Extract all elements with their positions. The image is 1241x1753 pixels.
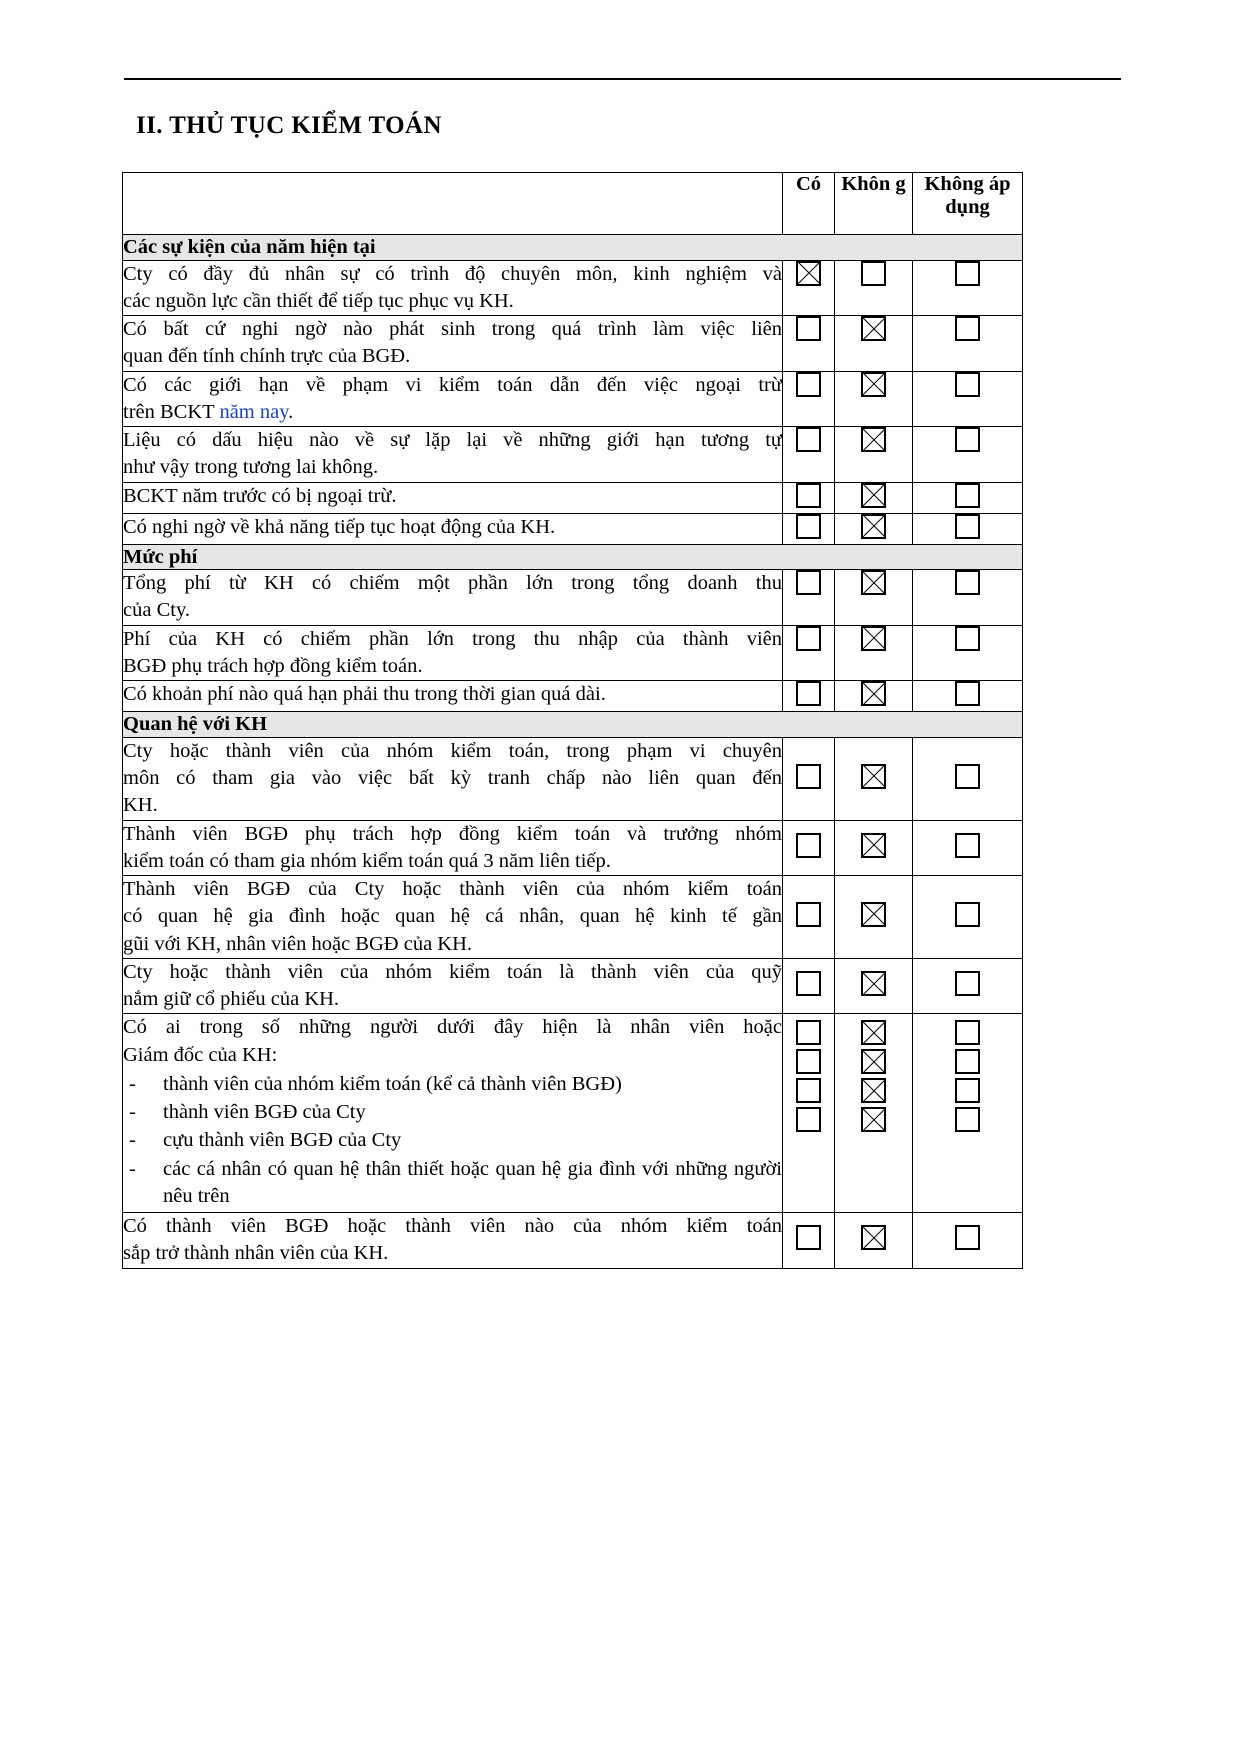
statement-line: Cty hoặc thành viên của nhóm kiểm toán, trong phạm vi chuyên: [123, 739, 782, 762]
statement-line: Có khoản phí nào quá hạn phải thu trong thời gian quá dài.: [123, 683, 606, 706]
checkbox-icon[interactable]: [796, 1078, 821, 1103]
checkbox-checked-icon[interactable]: [796, 261, 821, 286]
table-row: [123, 260, 1023, 316]
checkbox-cell-na[interactable]: [913, 681, 1023, 712]
statement-line: gũi với KH, nhân viên hoặc BGĐ của KH.: [123, 932, 473, 955]
checkbox-checked-icon[interactable]: [861, 1107, 886, 1132]
column-header-no: Khôn g: [835, 173, 913, 235]
checkbox-checked-icon[interactable]: [861, 681, 886, 706]
inline-link-nam-nay[interactable]: năm nay: [219, 400, 289, 423]
checkbox-checked-icon[interactable]: [861, 483, 886, 508]
statement-line: BCKT năm trước có bị ngoại trừ.: [123, 484, 397, 507]
checkbox-cell-na[interactable]: [913, 482, 1023, 513]
bullet-list: [123, 1071, 782, 1210]
checkbox-cell-na-group[interactable]: [913, 1014, 1023, 1213]
checkbox-cell-na[interactable]: [913, 876, 1023, 959]
table-row: [123, 427, 1023, 483]
checkbox-cell-na[interactable]: [913, 570, 1023, 626]
checkbox-icon[interactable]: [796, 372, 821, 397]
checkbox-icon[interactable]: [955, 570, 980, 595]
statement-line: Có các giới hạn về phạm vi kiểm toán dẫn đến việc ngoại trừ: [123, 373, 782, 396]
checkbox-icon[interactable]: [796, 570, 821, 595]
checkbox-cell-na[interactable]: [913, 260, 1023, 316]
statement-line-with-link: [123, 399, 782, 426]
table-row: [123, 513, 1023, 544]
checkbox-icon[interactable]: [796, 316, 821, 341]
checkbox-icon[interactable]: [796, 1107, 821, 1132]
checkbox-icon[interactable]: [861, 261, 886, 286]
statement-cell: [123, 625, 783, 681]
statement-line: Thành viên BGĐ của Cty hoặc thành viên của nhóm kiểm toán: [123, 878, 782, 901]
statement-line: Tổng phí từ KH có chiếm một phần lớn trong tổng doanh thu: [123, 572, 782, 595]
statement-cell: [123, 876, 783, 959]
statement-cell: [123, 1213, 783, 1269]
checkbox-cell-na[interactable]: [913, 958, 1023, 1014]
table-row: [123, 371, 1023, 427]
checkbox-icon[interactable]: [955, 764, 980, 789]
checkbox-icon[interactable]: [955, 483, 980, 508]
checkbox-cell-no[interactable]: [835, 260, 913, 316]
table-row: [123, 737, 1023, 820]
checkbox-icon[interactable]: [955, 681, 980, 706]
table-row: [123, 570, 1023, 626]
statement-line: Giám đốc của KH:: [123, 1043, 278, 1066]
section-header-client-relations: Quan hệ với KH: [123, 712, 1023, 738]
statement-line: kiểm toán có tham gia nhóm kiểm toán quá 3 năm liên tiếp.: [123, 849, 611, 872]
table-row: [123, 958, 1023, 1014]
checkbox-checked-icon[interactable]: [861, 902, 886, 927]
checkbox-icon[interactable]: [796, 902, 821, 927]
checkbox-checked-icon[interactable]: [861, 626, 886, 651]
checkbox-icon[interactable]: [955, 261, 980, 286]
statement-line: có quan hệ gia đình hoặc quan hệ cá nhân, quan hệ kinh tế gần: [123, 905, 782, 928]
statement-line: của Cty.: [123, 599, 190, 622]
statement-line: môn có tham gia vào việc bất kỳ tranh chấp nào liên quan đến: [123, 767, 782, 790]
checkbox-icon[interactable]: [955, 1225, 980, 1250]
table-header-row: [123, 173, 1023, 235]
checkbox-icon[interactable]: [796, 1020, 821, 1045]
statement-line: Liệu có dấu hiệu nào về sự lặp lại về những giới hạn tương tự: [123, 429, 782, 452]
checkbox-stack-no[interactable]: [835, 1014, 912, 1138]
checkbox-cell-no[interactable]: [835, 958, 913, 1014]
checkbox-cell-yes[interactable]: [783, 427, 835, 483]
checkbox-cell-na[interactable]: [913, 316, 1023, 372]
checkbox-checked-icon[interactable]: [861, 833, 886, 858]
checkbox-icon[interactable]: [955, 902, 980, 927]
checkbox-cell-yes[interactable]: [783, 876, 835, 959]
dash-bullet-icon: -: [129, 1157, 136, 1180]
section-row: [123, 712, 1023, 738]
checkbox-stack-na[interactable]: [913, 1014, 1022, 1138]
statement-cell: [123, 1014, 783, 1213]
checkbox-icon[interactable]: [955, 1107, 980, 1132]
statement-cell: [123, 260, 783, 316]
checkbox-checked-icon[interactable]: [861, 971, 886, 996]
statement-line: Có ai trong số những người dưới đây hiện là nhân viên hoặc: [123, 1016, 782, 1039]
checkbox-cell-no[interactable]: [835, 876, 913, 959]
checkbox-cell-yes[interactable]: [783, 681, 835, 712]
checkbox-cell-no[interactable]: [835, 316, 913, 372]
checkbox-cell-no-group[interactable]: [835, 1014, 913, 1213]
dash-bullet-icon: -: [129, 1129, 136, 1152]
audit-checklist-table: [122, 172, 1023, 1269]
checkbox-cell-no[interactable]: [835, 371, 913, 427]
column-header-not-applicable: Không áp dụng: [913, 173, 1023, 235]
checkbox-cell-na[interactable]: [913, 625, 1023, 681]
checkbox-icon[interactable]: [955, 1049, 980, 1074]
list-item-label: các cá nhân có quan hệ thân thiết hoặc quan hệ gia đình với những người nêu trên: [163, 1157, 782, 1207]
section-row: [123, 544, 1023, 570]
table-row: [123, 1213, 1023, 1269]
statement-cell: [123, 820, 783, 876]
checkbox-checked-icon[interactable]: [861, 1078, 886, 1103]
checkbox-cell-yes[interactable]: [783, 260, 835, 316]
checkbox-cell-na[interactable]: [913, 371, 1023, 427]
checkbox-icon[interactable]: [796, 626, 821, 651]
checkbox-cell-na[interactable]: [913, 427, 1023, 483]
checkbox-checked-icon[interactable]: [861, 1225, 886, 1250]
checkbox-cell-yes[interactable]: [783, 820, 835, 876]
table-row: [123, 820, 1023, 876]
section-header-fees: Mức phí: [123, 544, 1023, 570]
checkbox-cell-no[interactable]: [835, 681, 913, 712]
statement-text: trên BCKT: [123, 400, 220, 423]
statement-line: Phí của KH có chiếm phần lớn trong thu nhập của thành viên: [123, 627, 782, 650]
statement-cell: [123, 958, 783, 1014]
checkbox-cell-yes-group[interactable]: [783, 1014, 835, 1213]
statement-line: Thành viên BGĐ phụ trách hợp đồng kiểm toán và trưởng nhóm: [123, 822, 782, 845]
column-header-statement: [123, 173, 783, 235]
page-title: II. THỦ TỤC KIỂM TOÁN: [136, 112, 442, 139]
dash-bullet-icon: -: [129, 1072, 136, 1095]
checkbox-cell-no[interactable]: [835, 625, 913, 681]
list-item-label: thành viên của nhóm kiểm toán (kể cả thành viên BGĐ): [163, 1072, 622, 1095]
statement-cell: [123, 513, 783, 544]
checkbox-cell-no[interactable]: [835, 737, 913, 820]
checkbox-icon[interactable]: [955, 971, 980, 996]
statement-line: Có thành viên BGĐ hoặc thành viên nào của nhóm kiểm toán: [123, 1215, 782, 1238]
checkbox-icon[interactable]: [955, 833, 980, 858]
statement-cell: [123, 681, 783, 712]
checkbox-cell-no[interactable]: [835, 482, 913, 513]
checkbox-icon[interactable]: [955, 626, 980, 651]
checkbox-cell-no[interactable]: [835, 570, 913, 626]
checkbox-checked-icon[interactable]: [861, 372, 886, 397]
statement-cell: [123, 427, 783, 483]
list-item: [123, 1071, 782, 1098]
column-header-yes: Có: [783, 173, 835, 235]
checkbox-cell-yes[interactable]: [783, 513, 835, 544]
statement-line: quan đến tính chính trực của BGĐ.: [123, 345, 411, 368]
checkbox-icon[interactable]: [796, 681, 821, 706]
statement-line: nắm giữ cổ phiếu của KH.: [123, 988, 340, 1011]
table-row: [123, 681, 1023, 712]
checkbox-icon[interactable]: [796, 1049, 821, 1074]
checkbox-icon[interactable]: [796, 483, 821, 508]
header-rule: [124, 78, 1121, 80]
checkbox-cell-yes[interactable]: [783, 1213, 835, 1269]
checkbox-checked-icon[interactable]: [861, 1049, 886, 1074]
checkbox-cell-yes[interactable]: [783, 625, 835, 681]
checkbox-cell-yes[interactable]: [783, 737, 835, 820]
checkbox-cell-yes[interactable]: [783, 371, 835, 427]
statement-line: KH.: [123, 794, 158, 817]
table-row: [123, 625, 1023, 681]
checkbox-cell-yes[interactable]: [783, 316, 835, 372]
checkbox-cell-no[interactable]: [835, 513, 913, 544]
checkbox-icon[interactable]: [796, 833, 821, 858]
dash-bullet-icon: -: [129, 1101, 136, 1124]
checkbox-stack-yes[interactable]: [783, 1014, 834, 1138]
checkbox-icon[interactable]: [955, 372, 980, 397]
statement-line: Cty có đầy đủ nhân sự có trình độ chuyên môn, kinh nghiệm và: [123, 262, 782, 285]
checkbox-checked-icon[interactable]: [861, 1020, 886, 1045]
statement-line: các nguồn lực cần thiết để tiếp tục phục vụ KH.: [123, 289, 514, 312]
statement-line: như vậy trong tương lai không.: [123, 456, 379, 479]
checkbox-icon[interactable]: [955, 1078, 980, 1103]
checkbox-checked-icon[interactable]: [861, 427, 886, 452]
section-row: [123, 235, 1023, 261]
table-row: [123, 316, 1023, 372]
statement-cell: [123, 737, 783, 820]
list-item: [123, 1099, 782, 1126]
statement-line: Có bất cứ nghi ngờ nào phát sinh trong quá trình làm việc liên: [123, 318, 782, 341]
list-item: [123, 1156, 782, 1211]
statement-tail: .: [288, 400, 294, 423]
checkbox-checked-icon[interactable]: [861, 514, 886, 539]
checkbox-icon[interactable]: [796, 971, 821, 996]
checkbox-cell-na[interactable]: [913, 820, 1023, 876]
checkbox-cell-yes[interactable]: [783, 482, 835, 513]
checkbox-icon[interactable]: [796, 514, 821, 539]
checkbox-icon[interactable]: [796, 1225, 821, 1250]
statement-cell: [123, 371, 783, 427]
statement-line: Cty hoặc thành viên của nhóm kiểm toán là thành viên của quỹ: [123, 960, 782, 983]
checkbox-cell-na[interactable]: [913, 513, 1023, 544]
statement-cell: [123, 316, 783, 372]
checkbox-cell-no[interactable]: [835, 427, 913, 483]
checkbox-cell-na[interactable]: [913, 737, 1023, 820]
statement-cell: [123, 570, 783, 626]
checkbox-checked-icon[interactable]: [861, 316, 886, 341]
list-item: [123, 1127, 782, 1154]
checkbox-icon[interactable]: [955, 514, 980, 539]
list-item-label: thành viên BGĐ của Cty: [163, 1101, 366, 1124]
table-row-with-bullets: [123, 1014, 1023, 1213]
section-header-current-year-events: Các sự kiện của năm hiện tại: [123, 235, 1023, 261]
checkbox-checked-icon[interactable]: [861, 570, 886, 595]
checkbox-checked-icon[interactable]: [861, 764, 886, 789]
checkbox-cell-no[interactable]: [835, 1213, 913, 1269]
table-row: [123, 482, 1023, 513]
checkbox-icon[interactable]: [796, 764, 821, 789]
checkbox-cell-no[interactable]: [835, 820, 913, 876]
checkbox-cell-na[interactable]: [913, 1213, 1023, 1269]
statement-cell: [123, 482, 783, 513]
checkbox-icon[interactable]: [955, 316, 980, 341]
statement-line: sắp trở thành nhân viên của KH.: [123, 1242, 389, 1265]
table-body: [123, 235, 1023, 1269]
checkbox-icon[interactable]: [955, 1020, 980, 1045]
statement-line: Có nghi ngờ về khả năng tiếp tục hoạt động của KH.: [123, 515, 556, 538]
checkbox-icon[interactable]: [955, 427, 980, 452]
list-item-label: cựu thành viên BGĐ của Cty: [163, 1129, 402, 1152]
checkbox-cell-yes[interactable]: [783, 570, 835, 626]
table-row: [123, 876, 1023, 959]
statement-line: BGĐ phụ trách hợp đồng kiểm toán.: [123, 654, 423, 677]
checkbox-cell-yes[interactable]: [783, 958, 835, 1014]
checkbox-icon[interactable]: [796, 427, 821, 452]
